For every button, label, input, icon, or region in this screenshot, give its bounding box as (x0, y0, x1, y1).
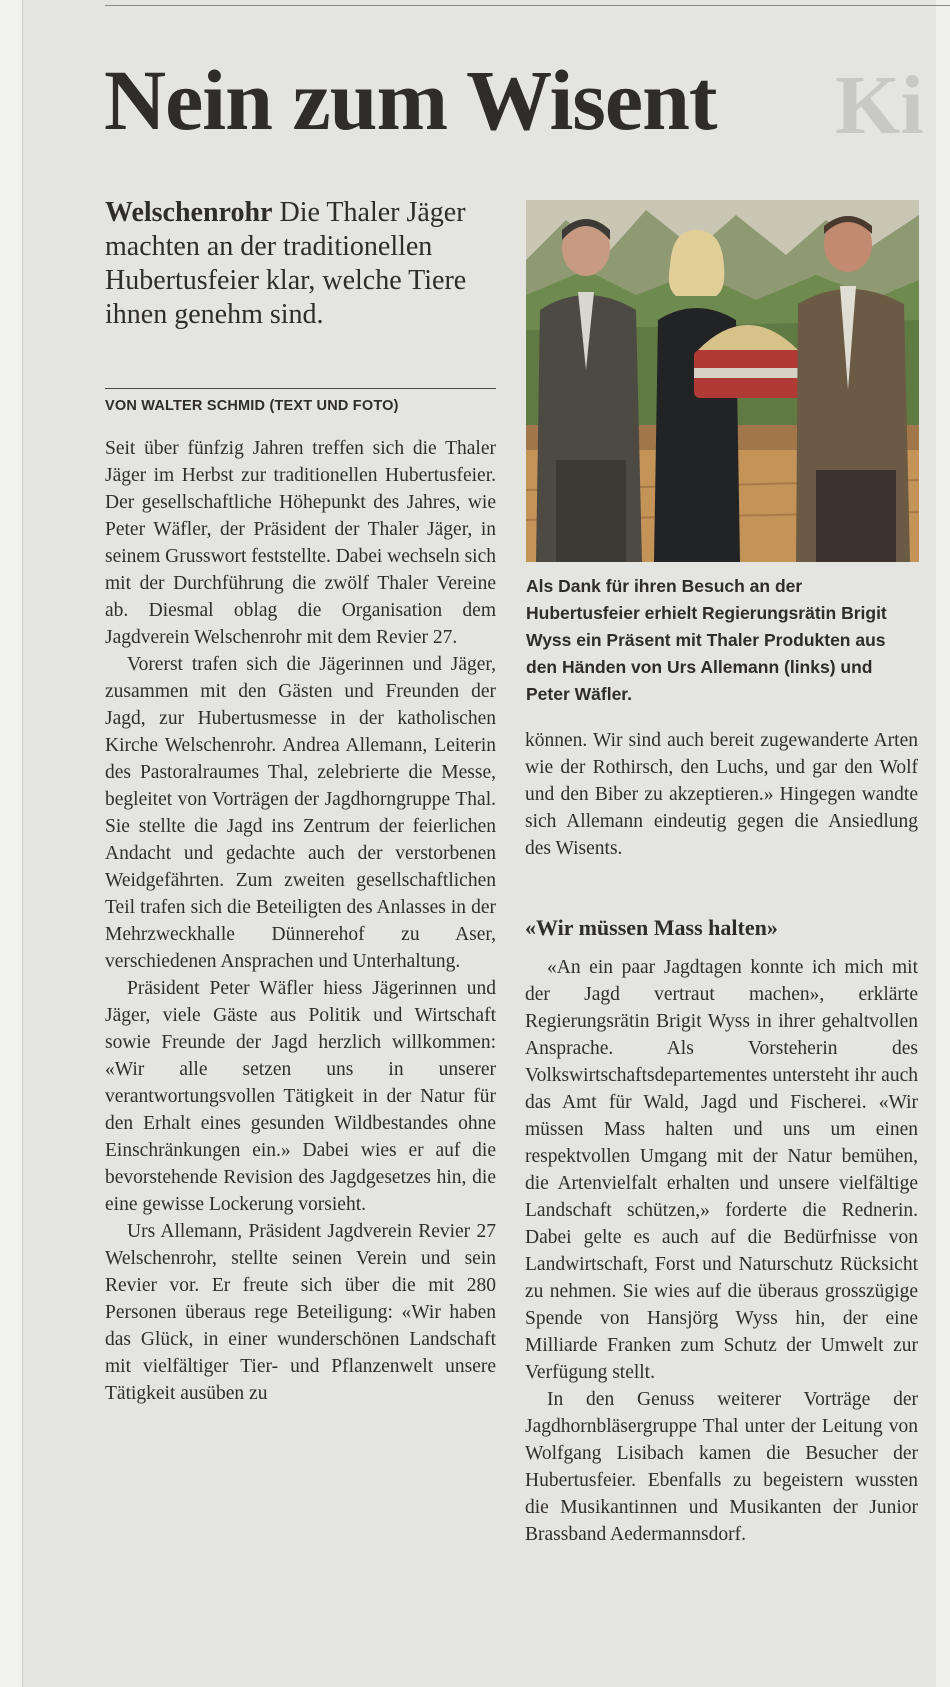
paragraph: «An ein paar Jagdtagen konnte ich mich mit der Jagd vertraut machen», erklärte Regierungsrätin Brigit Wyss in ihrer gehaltvollen Ansprache. Als Vorsteherin des Volkswirtschaftsdepartementes untersteht ihr auch das Amt für Wald, Jagd und Fischerei. «Wir müssen Mass halten und uns um einen respektvollen Umgang mit der Natur bemühen, die Artenvielfalt erhalten und unsere vielfältige Landschaft schützen,» forderte die Rednerin. Dabei gelte es auch auf die Bedürfnisse von Landwirtschaft, Forst und Naturschutz Rücksicht zu nehmen. Sie wies auf die überaus grosszügige Spende von Hansjörg Wyss hin, der eine Milliarde Franken zum Schutz der Umwelt zur Verfügung stellt. (525, 957, 918, 1383)
paragraph: In den Genuss weiterer Vorträge der Jagdhornbläsergruppe Thal unter der Leitung von Wolfgang Lisibach kamen die Besucher der Hubertusfeier. Ebenfalls zu begeistern wussten die Musikantinnen und Musikanten der Junior Brassband Aedermannsdorf. (525, 1389, 918, 1545)
lead-place: Welschenrohr (105, 197, 273, 228)
photo-caption: Als Dank für ihren Besuch an der Hubertusfeier erhielt Regierungsrätin Brigit Wyss ein Präsent mit Thaler Produkten aus den Händen von Urs Allemann (links) und Peter Wäfler. (526, 576, 887, 704)
scan-left-margin (0, 0, 23, 1687)
scan-right-margin (936, 0, 950, 1687)
lead-text: Die Thaler Jäger machten an der traditionellen Hubertusfeier klar, welche Tiere ihnen genehm sind. (105, 197, 467, 330)
subheadline: «Wir müssen Mass halten» (525, 915, 778, 940)
body-column-2-top (525, 727, 918, 862)
headline: Nein zum Wisent (104, 52, 717, 148)
paragraph: können. Wir sind auch bereit zugewanderte Arten wie der Rothirsch, den Luchs, und gar den Wolf und den Biber zu akzeptieren.» Hingegen wandte sich Allemann eindeutig gegen die Ansiedlung des Wisents. (525, 730, 918, 859)
byline-rule (105, 388, 496, 389)
byline: VON WALTER SCHMID (TEXT UND FOTO) (105, 398, 399, 414)
lead-paragraph (105, 196, 503, 332)
body-column-2 (525, 954, 918, 1548)
body-column-1 (105, 435, 496, 1407)
event-photo (526, 200, 919, 562)
paragraph: Urs Allemann, Präsident Jagdverein Revier 27 Welschenrohr, stellte seinen Verein und sein Revier vor. Er freute sich über die mit 280 Personen überaus rege Beteiligung: «Wir haben das Glück, in einer wunderschönen Landschaft mit vielfältiger Tier- und Pflanzenwelt unsere Tätigkeit ausüben zu (105, 1221, 496, 1404)
paragraph: Vorerst trafen sich die Jägerinnen und Jäger, zusammen mit den Gästen und Freunden der Jagd, zur Hubertusmesse in der katholischen Kirche Welschenrohr. Andrea Allemann, Leiterin des Pastoralraumes Thal, zelebrierte die Messe, begleitet von Vorträgen der Jagdhorngruppe Thal. Sie stellte die Jagd ins Zentrum der feierlichen Andacht und gedachte auch der verstorbenen Weidgefährten. Zum zweiten gesellschaftlichen Teil trafen sich die Beteiligten des Anlasses in der Mehrzweckhalle Dünnerehof zu Aser, verschiedenen Ansprachen und Unterhaltung. (105, 654, 496, 972)
paragraph: Seit über fünfzig Jahren treffen sich die Thaler Jäger im Herbst zur traditionellen Hubertusfeier. Der gesellschaftliche Höhepunkt des Jahres, wie Peter Wäfler, der Präsident der Thaler Jäger, in seinem Grusswort feststellte. Dabei wechseln sich mit der Durchführung die zwölf Thaler Vereine ab. Diesmal oblag die Organisation dem Jagdverein Welschenrohr mit dem Revier 27. (105, 438, 496, 648)
top-rule (105, 5, 950, 6)
paragraph: Präsident Peter Wäfler hiess Jägerinnen und Jäger, viele Gäste aus Politik und Wirtschaft sowie Freunde der Jagd herzlich willkommen: «Wir alle setzen uns in unserer verantwortungsvollen Tätigkeit in der Natur für den Erhalt eines gesunden Wildbestandes ohne Einschränkungen ein.» Dabei wies er auf die bevorstehende Revision des Jagdgesetzes hin, die eine gewisse Lockerung vorsieht. (105, 978, 496, 1215)
bleed-through-text: Ki (835, 59, 924, 152)
